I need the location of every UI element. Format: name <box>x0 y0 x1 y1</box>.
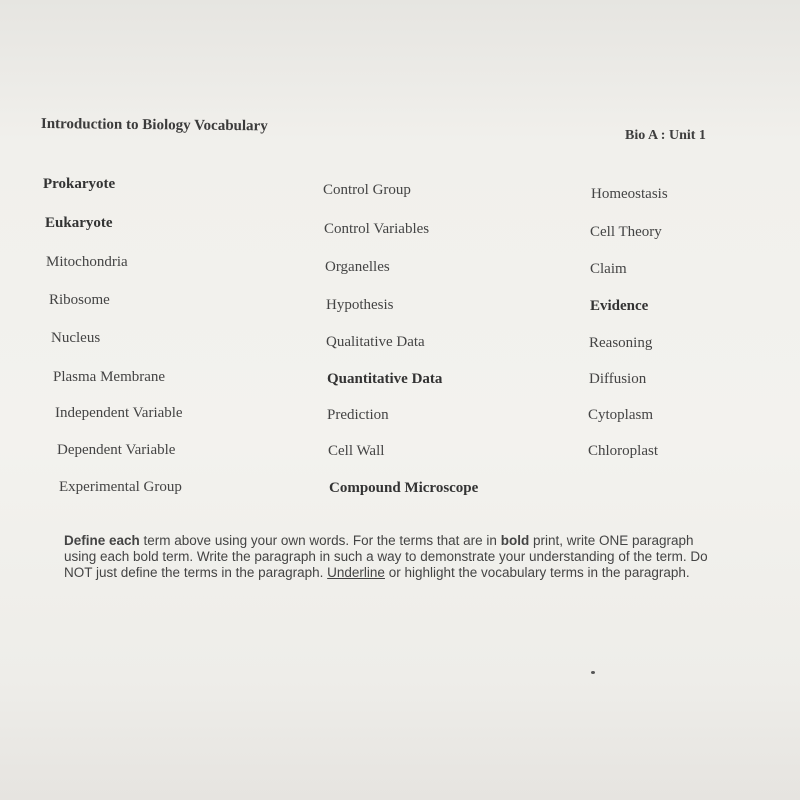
term-c1-5: Nucleus <box>51 330 101 346</box>
instructions-text-3: or highlight the vocabulary terms in the paragraph. <box>384 565 690 580</box>
term-c1-1: Prokaryote <box>43 176 116 192</box>
term-c2-6: Quantitative Data <box>327 371 443 387</box>
term-c1-3: Mitochondria <box>46 254 128 270</box>
term-c1-7: Independent Variable <box>55 405 183 421</box>
term-c3-6: Diffusion <box>589 371 647 387</box>
unit-label: Bio A : Unit 1 <box>625 128 706 143</box>
term-c2-8: Cell Wall <box>328 443 385 459</box>
term-c3-2: Cell Theory <box>590 224 662 240</box>
term-c2-5: Qualitative Data <box>326 334 425 350</box>
instructions-text-2: print, write ONE paragraph using each bold term. Write the paragraph in such a way to demonstrate your understanding of the term. Do NOT just define the terms in the paragraph. <box>64 533 708 580</box>
instructions-bold-word: bold <box>500 533 530 548</box>
term-c3-4: Evidence <box>590 298 649 314</box>
term-c3-1: Homeostasis <box>591 186 668 202</box>
paper-speck <box>591 671 595 674</box>
term-c2-3: Organelles <box>325 259 390 275</box>
worksheet-title: Introduction to Biology Vocabulary <box>40 116 268 135</box>
term-c1-4: Ribosome <box>49 292 110 308</box>
instructions-text-1: term above using your own words. For the terms that are in <box>139 533 501 548</box>
term-c2-1: Control Group <box>323 182 411 198</box>
term-c2-2: Control Variables <box>324 221 430 237</box>
term-c3-7: Cytoplasm <box>588 407 654 423</box>
instructions-underline-word: Underline <box>327 565 385 580</box>
term-c3-3: Claim <box>590 261 627 277</box>
term-c3-5: Reasoning <box>589 335 653 351</box>
term-c1-2: Eukaryote <box>45 215 113 231</box>
term-c1-6: Plasma Membrane <box>53 369 166 385</box>
term-c2-4: Hypothesis <box>326 297 394 313</box>
term-c1-9: Experimental Group <box>59 479 182 495</box>
term-c3-8: Chloroplast <box>588 443 658 459</box>
instructions-paragraph <box>64 533 724 581</box>
instructions-define-each: Define each <box>64 533 140 548</box>
term-c1-8: Dependent Variable <box>57 442 176 458</box>
term-c2-7: Prediction <box>327 407 389 423</box>
term-c2-9: Compound Microscope <box>329 480 479 496</box>
